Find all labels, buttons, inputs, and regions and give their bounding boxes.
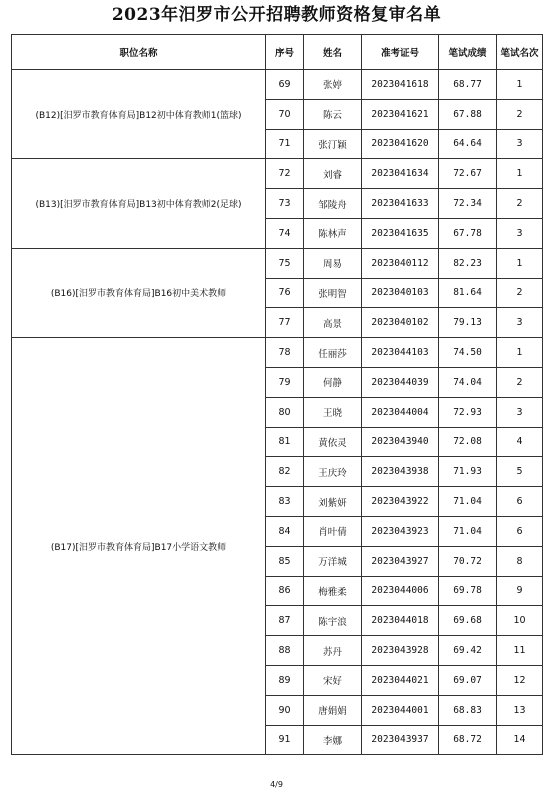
- table-body: [12, 70, 543, 755]
- header-rank: 笔试名次: [497, 35, 543, 70]
- rank-cell: 1: [497, 248, 543, 278]
- ticket-cell: 2023041635: [362, 218, 439, 248]
- name-cell: 宋好: [304, 665, 362, 695]
- name-cell: 李娜: [304, 725, 362, 755]
- ticket-cell: 2023044018: [362, 606, 439, 636]
- name-cell: 何静: [304, 367, 362, 397]
- name-cell: 黄依灵: [304, 427, 362, 457]
- table-row: [12, 70, 543, 100]
- seq-cell: 76: [266, 278, 304, 308]
- ticket-cell: 2023043937: [362, 725, 439, 755]
- name-cell: 陈林声: [304, 218, 362, 248]
- score-cell: 72.34: [439, 189, 497, 219]
- seq-cell: 78: [266, 338, 304, 368]
- score-cell: 67.78: [439, 218, 497, 248]
- rank-cell: 2: [497, 189, 543, 219]
- score-cell: 71.04: [439, 516, 497, 546]
- name-cell: 陈云: [304, 99, 362, 129]
- name-cell: 高景: [304, 308, 362, 338]
- name-cell: 刘紫妍: [304, 487, 362, 517]
- seq-cell: 88: [266, 636, 304, 666]
- seq-cell: 72: [266, 159, 304, 189]
- position-cell: (B17)[汨罗市教育体育局]B17小学语文教师: [12, 338, 266, 755]
- rank-cell: 3: [497, 308, 543, 338]
- ticket-cell: 2023043928: [362, 636, 439, 666]
- table-row: [12, 159, 543, 189]
- score-cell: 72.93: [439, 397, 497, 427]
- header-name: 姓名: [304, 35, 362, 70]
- ticket-cell: 2023041634: [362, 159, 439, 189]
- page-number: 4/9: [270, 780, 283, 789]
- rank-cell: 3: [497, 129, 543, 159]
- seq-cell: 77: [266, 308, 304, 338]
- table-header-row: [12, 35, 543, 70]
- seq-cell: 87: [266, 606, 304, 636]
- score-cell: 72.08: [439, 427, 497, 457]
- name-cell: 刘睿: [304, 159, 362, 189]
- seq-cell: 90: [266, 695, 304, 725]
- name-cell: 张汀颖: [304, 129, 362, 159]
- rank-cell: 9: [497, 576, 543, 606]
- ticket-cell: 2023041618: [362, 70, 439, 100]
- rank-cell: 10: [497, 606, 543, 636]
- ticket-cell: 2023040103: [362, 278, 439, 308]
- score-cell: 67.88: [439, 99, 497, 129]
- seq-cell: 74: [266, 218, 304, 248]
- seq-cell: 83: [266, 487, 304, 517]
- name-cell: 陈宇浪: [304, 606, 362, 636]
- name-cell: 唐娟娟: [304, 695, 362, 725]
- rank-cell: 3: [497, 218, 543, 248]
- name-cell: 周易: [304, 248, 362, 278]
- score-cell: 71.04: [439, 487, 497, 517]
- ticket-cell: 2023044021: [362, 665, 439, 695]
- ticket-cell: 2023040102: [362, 308, 439, 338]
- position-cell: (B13)[汨罗市教育体育局]B13初中体育教师2(足球): [12, 159, 266, 248]
- rank-cell: 14: [497, 725, 543, 755]
- rank-cell: 12: [497, 665, 543, 695]
- header-score: 笔试成绩: [439, 35, 497, 70]
- ticket-cell: 2023043927: [362, 546, 439, 576]
- name-cell: 苏丹: [304, 636, 362, 666]
- score-cell: 69.07: [439, 665, 497, 695]
- seq-cell: 73: [266, 189, 304, 219]
- name-cell: 任丽莎: [304, 338, 362, 368]
- seq-cell: 89: [266, 665, 304, 695]
- ticket-cell: 2023044039: [362, 367, 439, 397]
- score-cell: 69.42: [439, 636, 497, 666]
- name-cell: 王晓: [304, 397, 362, 427]
- seq-cell: 91: [266, 725, 304, 755]
- ticket-cell: 2023043940: [362, 427, 439, 457]
- seq-cell: 84: [266, 516, 304, 546]
- rank-cell: 8: [497, 546, 543, 576]
- rank-cell: 1: [497, 159, 543, 189]
- ticket-cell: 2023044001: [362, 695, 439, 725]
- position-cell: (B12)[汨罗市教育体育局]B12初中体育教师1(篮球): [12, 70, 266, 159]
- ticket-cell: 2023041633: [362, 189, 439, 219]
- ticket-cell: 2023043938: [362, 457, 439, 487]
- score-cell: 68.83: [439, 695, 497, 725]
- ticket-cell: 2023043922: [362, 487, 439, 517]
- rank-cell: 11: [497, 636, 543, 666]
- name-cell: 张明智: [304, 278, 362, 308]
- name-cell: 张婷: [304, 70, 362, 100]
- header-seq: 序号: [266, 35, 304, 70]
- seq-cell: 71: [266, 129, 304, 159]
- score-cell: 68.77: [439, 70, 497, 100]
- name-cell: 肖叶倩: [304, 516, 362, 546]
- seq-cell: 80: [266, 397, 304, 427]
- seq-cell: 70: [266, 99, 304, 129]
- seq-cell: 82: [266, 457, 304, 487]
- name-cell: 王庆玲: [304, 457, 362, 487]
- review-list-table: [11, 34, 543, 755]
- score-cell: 70.72: [439, 546, 497, 576]
- rank-cell: 2: [497, 367, 543, 397]
- rank-cell: 1: [497, 338, 543, 368]
- score-cell: 69.78: [439, 576, 497, 606]
- name-cell: 万洋城: [304, 546, 362, 576]
- ticket-cell: 2023041621: [362, 99, 439, 129]
- rank-cell: 5: [497, 457, 543, 487]
- ticket-cell: 2023044103: [362, 338, 439, 368]
- score-cell: 72.67: [439, 159, 497, 189]
- rank-cell: 6: [497, 487, 543, 517]
- score-cell: 69.68: [439, 606, 497, 636]
- seq-cell: 86: [266, 576, 304, 606]
- rank-cell: 13: [497, 695, 543, 725]
- rank-cell: 3: [497, 397, 543, 427]
- rank-cell: 1: [497, 70, 543, 100]
- seq-cell: 69: [266, 70, 304, 100]
- rank-cell: 2: [497, 278, 543, 308]
- position-cell: (B16)[汨罗市教育体育局]B16初中美术教师: [12, 248, 266, 337]
- ticket-cell: 2023043923: [362, 516, 439, 546]
- rank-cell: 6: [497, 516, 543, 546]
- score-cell: 71.93: [439, 457, 497, 487]
- ticket-cell: 2023040112: [362, 248, 439, 278]
- header-position: 职位名称: [12, 35, 266, 70]
- score-cell: 64.64: [439, 129, 497, 159]
- name-cell: 邹陵舟: [304, 189, 362, 219]
- table-row: [12, 338, 543, 368]
- ticket-cell: 2023044004: [362, 397, 439, 427]
- score-cell: 82.23: [439, 248, 497, 278]
- ticket-cell: 2023041620: [362, 129, 439, 159]
- score-cell: 74.04: [439, 367, 497, 397]
- seq-cell: 85: [266, 546, 304, 576]
- score-cell: 68.72: [439, 725, 497, 755]
- table-row: [12, 248, 543, 278]
- seq-cell: 81: [266, 427, 304, 457]
- score-cell: 81.64: [439, 278, 497, 308]
- seq-cell: 75: [266, 248, 304, 278]
- header-ticket: 准考证号: [362, 35, 439, 70]
- seq-cell: 79: [266, 367, 304, 397]
- score-cell: 79.13: [439, 308, 497, 338]
- rank-cell: 4: [497, 427, 543, 457]
- page-title: 2023年汨罗市公开招聘教师资格复审名单: [111, 5, 442, 25]
- score-cell: 74.50: [439, 338, 497, 368]
- name-cell: 梅雅柔: [304, 576, 362, 606]
- ticket-cell: 2023044006: [362, 576, 439, 606]
- rank-cell: 2: [497, 99, 543, 129]
